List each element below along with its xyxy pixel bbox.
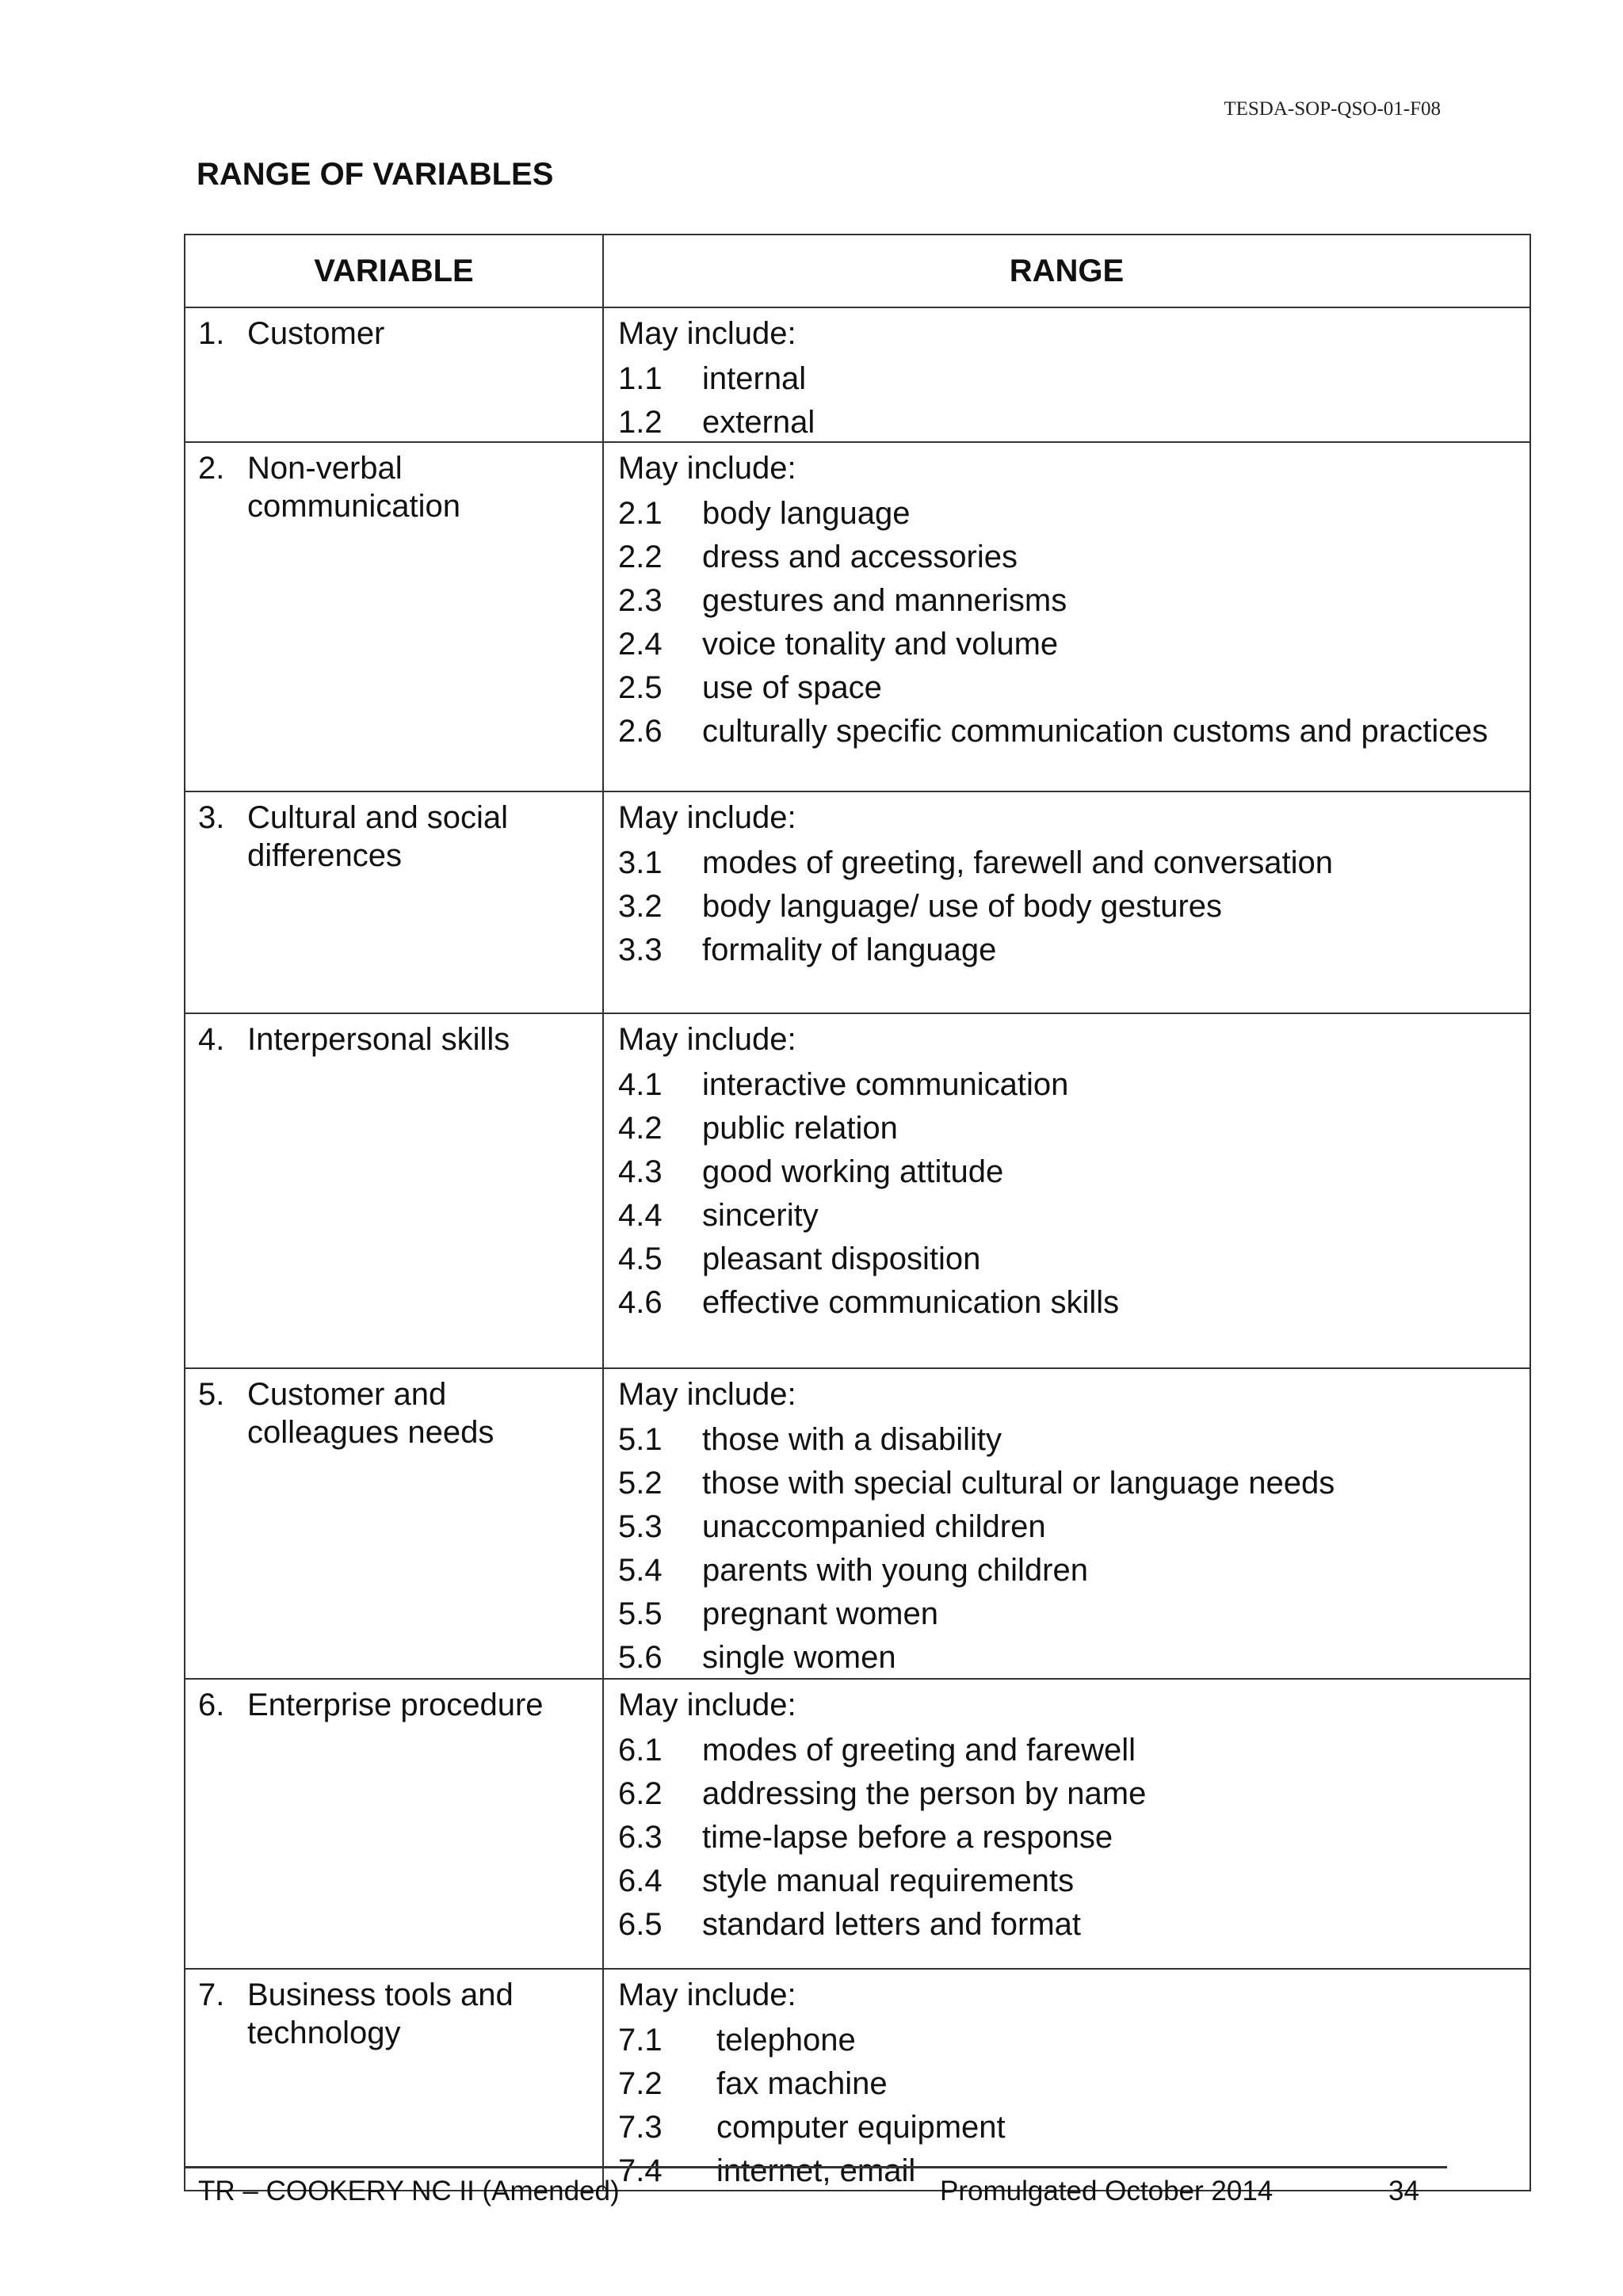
- range-item-text: body language/ use of body gestures: [702, 889, 1223, 924]
- range-content: [604, 308, 1529, 441]
- range-item-number: 3.2: [618, 889, 663, 924]
- range-item-number: 2.5: [618, 670, 663, 705]
- variable-cell: [185, 791, 603, 1013]
- range-item-number: 7.4: [618, 2153, 663, 2188]
- range-item-text: single women: [702, 1640, 896, 1675]
- range-item: [618, 403, 1522, 441]
- variable-number: 3.: [198, 800, 225, 835]
- range-item: [618, 1283, 1522, 1322]
- range-item-text: style manual requirements: [702, 1863, 1075, 1898]
- range-item-text: time-lapse before a response: [702, 1820, 1113, 1855]
- range-item-number: 5.1: [618, 1422, 663, 1457]
- variable-number: 6.: [198, 1688, 225, 1722]
- range-item: [618, 844, 1522, 882]
- variable-name: Customer: [247, 316, 385, 351]
- range-item-number: 2.2: [618, 540, 663, 574]
- range-item-number: 5.4: [618, 1553, 663, 1588]
- range-intro: May include:: [618, 1377, 796, 1412]
- range-item-number: 2.4: [618, 627, 663, 662]
- footer-promulgation-date: Promulgated October 2014: [940, 2176, 1274, 2206]
- range-item-number: 6.3: [618, 1820, 663, 1855]
- range-item-number: 1.1: [618, 361, 663, 396]
- range-intro: May include:: [618, 1978, 796, 2012]
- variable-cell: [185, 1679, 603, 1969]
- range-item-text: fax machine: [716, 2066, 888, 2101]
- document-code: TESDA-SOP-QSO-01-F08: [1224, 98, 1441, 120]
- range-cell: [603, 1013, 1530, 1368]
- variable-label: [185, 1970, 602, 2052]
- range-item-number: 5.2: [618, 1466, 663, 1501]
- range-intro: May include:: [618, 316, 796, 351]
- range-item: [618, 494, 1522, 532]
- range-item: [618, 1862, 1522, 1900]
- range-item: [618, 360, 1522, 398]
- range-intro: May include:: [618, 451, 796, 486]
- range-item-number: 2.3: [618, 583, 663, 618]
- range-item-text: use of space: [702, 670, 882, 705]
- range-item: [618, 1196, 1522, 1234]
- range-item: [618, 1508, 1522, 1546]
- range-item: [618, 1240, 1522, 1278]
- range-item: [618, 1818, 1522, 1856]
- range-item-number: 4.2: [618, 1111, 663, 1146]
- table-row: [185, 1368, 1530, 1679]
- table-body: [185, 307, 1530, 2191]
- range-item-number: 2.6: [618, 714, 663, 749]
- range-item-text: body language: [702, 496, 911, 531]
- range-item-number: 5.5: [618, 1596, 663, 1631]
- range-content: [604, 1680, 1529, 1943]
- variable-name: Non-verbal communication: [247, 451, 461, 524]
- range-item-text: addressing the person by name: [702, 1776, 1147, 1811]
- page-number: 34: [1388, 2176, 1419, 2206]
- range-item-text: good working attitude: [702, 1154, 1004, 1189]
- range-item-text: unaccompanied children: [702, 1509, 1046, 1544]
- range-item-text: parents with young children: [702, 1553, 1088, 1588]
- footer-document-title: TR – COOKERY NC II (Amended): [198, 2176, 620, 2206]
- range-content: [604, 792, 1529, 969]
- range-item-text: those with special cultural or language needs: [702, 1466, 1335, 1501]
- range-content: [604, 1014, 1529, 1322]
- range-intro: May include:: [618, 1688, 796, 1722]
- range-item-number: 6.5: [618, 1907, 663, 1942]
- variable-cell: [185, 1969, 603, 2191]
- range-item: [618, 1421, 1522, 1459]
- range-content: [604, 1369, 1529, 1676]
- variable-number: 1.: [198, 316, 225, 351]
- range-item: [618, 1731, 1522, 1769]
- table-row: [185, 1679, 1530, 1969]
- range-item: [618, 2021, 1522, 2059]
- range-item-text: those with a disability: [702, 1422, 1002, 1457]
- range-item: [618, 625, 1522, 663]
- variable-label: [185, 1680, 602, 1724]
- table-header-row: [185, 235, 1530, 307]
- variable-cell: [185, 1013, 603, 1368]
- range-cell: [603, 1679, 1530, 1969]
- range-item: [618, 1109, 1522, 1147]
- variable-name: Customer and colleagues needs: [247, 1377, 495, 1450]
- range-item-text: interactive communication: [702, 1067, 1069, 1102]
- range-item-number: 7.2: [618, 2066, 663, 2101]
- range-cell: [603, 791, 1530, 1013]
- range-of-variables-table: [184, 234, 1531, 2191]
- range-item-number: 2.1: [618, 496, 663, 531]
- range-cell: [603, 1368, 1530, 1679]
- range-item-number: 3.3: [618, 933, 663, 967]
- variable-label: [185, 1369, 602, 1451]
- variable-number: 7.: [198, 1978, 225, 2012]
- range-cell: [603, 1969, 1530, 2191]
- range-item-number: 5.6: [618, 1640, 663, 1675]
- range-item-text: pleasant disposition: [702, 1241, 981, 1276]
- range-item-number: 4.5: [618, 1241, 663, 1276]
- range-item: [618, 2065, 1522, 2103]
- range-intro: May include:: [618, 1022, 796, 1057]
- footer-divider: [184, 2166, 1447, 2168]
- table-row: [185, 1013, 1530, 1368]
- range-item-number: 4.6: [618, 1285, 663, 1320]
- variable-number: 4.: [198, 1022, 225, 1057]
- range-item-number: 3.1: [618, 845, 663, 880]
- page-title: RANGE OF VARIABLES: [197, 157, 554, 192]
- range-item-text: gestures and mannerisms: [702, 583, 1067, 618]
- variable-name: Enterprise procedure: [247, 1688, 544, 1722]
- range-item: [618, 1066, 1522, 1104]
- range-item: [618, 1905, 1522, 1943]
- range-item-number: 4.4: [618, 1198, 663, 1233]
- range-item: [618, 1595, 1522, 1633]
- range-item-text: modes of greeting, farewell and conversation: [702, 845, 1334, 880]
- range-item-number: 7.3: [618, 2110, 663, 2145]
- range-item-number: 7.1: [618, 2023, 663, 2058]
- range-item-number: 6.1: [618, 1733, 663, 1768]
- range-item: [618, 1153, 1522, 1191]
- variable-label: [185, 308, 602, 353]
- range-cell: [603, 442, 1530, 791]
- header-variable: VARIABLE: [185, 235, 603, 307]
- range-item-text: voice tonality and volume: [702, 627, 1059, 662]
- range-item-number: 6.2: [618, 1776, 663, 1811]
- range-item: [618, 1551, 1522, 1589]
- range-item: [618, 887, 1522, 925]
- range-item-text: effective communication skills: [702, 1285, 1120, 1320]
- variable-name: Cultural and social differences: [247, 800, 509, 873]
- variable-name: Business tools and technology: [247, 1978, 514, 2050]
- range-item-number: 1.2: [618, 405, 663, 440]
- variable-cell: [185, 1368, 603, 1679]
- range-item: [618, 931, 1522, 969]
- range-item-text: modes of greeting and farewell: [702, 1733, 1136, 1768]
- range-item: [618, 582, 1522, 620]
- range-item: [618, 1638, 1522, 1676]
- range-item-text: external: [702, 405, 815, 440]
- range-item: [618, 1464, 1522, 1502]
- range-item-text: public relation: [702, 1111, 898, 1146]
- table-row: [185, 442, 1530, 791]
- range-item-number: 4.3: [618, 1154, 663, 1189]
- variable-cell: [185, 307, 603, 442]
- range-item: [618, 2108, 1522, 2146]
- range-item-text: telephone: [716, 2023, 856, 2058]
- range-item-text: computer equipment: [716, 2110, 1006, 2145]
- range-item-text: internal: [702, 361, 807, 396]
- range-item: [618, 538, 1522, 576]
- range-item-text: formality of language: [702, 933, 997, 967]
- variable-number: 5.: [198, 1377, 225, 1412]
- range-intro: May include:: [618, 800, 796, 835]
- range-item-number: 6.4: [618, 1863, 663, 1898]
- range-content: [604, 1970, 1529, 2190]
- range-item-text: pregnant women: [702, 1596, 938, 1631]
- range-item-number: 4.1: [618, 1067, 663, 1102]
- variable-name: Interpersonal skills: [247, 1022, 510, 1057]
- variable-label: [185, 443, 602, 525]
- range-item-text: standard letters and format: [702, 1907, 1082, 1942]
- table-row: [185, 307, 1530, 442]
- range-item-text: sincerity: [702, 1198, 819, 1233]
- range-item: [618, 712, 1522, 750]
- table-row: [185, 1969, 1530, 2191]
- range-item: [618, 1775, 1522, 1813]
- range-cell: [603, 307, 1530, 442]
- range-item-text: dress and accessories: [702, 540, 1018, 574]
- range-item-text: internet, email: [716, 2153, 916, 2188]
- range-item-number: 5.3: [618, 1509, 663, 1544]
- variable-cell: [185, 442, 603, 791]
- header-range: RANGE: [603, 235, 1530, 307]
- table-row: [185, 791, 1530, 1013]
- range-item: [618, 669, 1522, 707]
- variable-label: [185, 792, 602, 875]
- range-content: [604, 443, 1529, 750]
- range-item-text: culturally specific communication customs and practices: [702, 714, 1488, 749]
- variable-label: [185, 1014, 602, 1058]
- variable-number: 2.: [198, 451, 225, 486]
